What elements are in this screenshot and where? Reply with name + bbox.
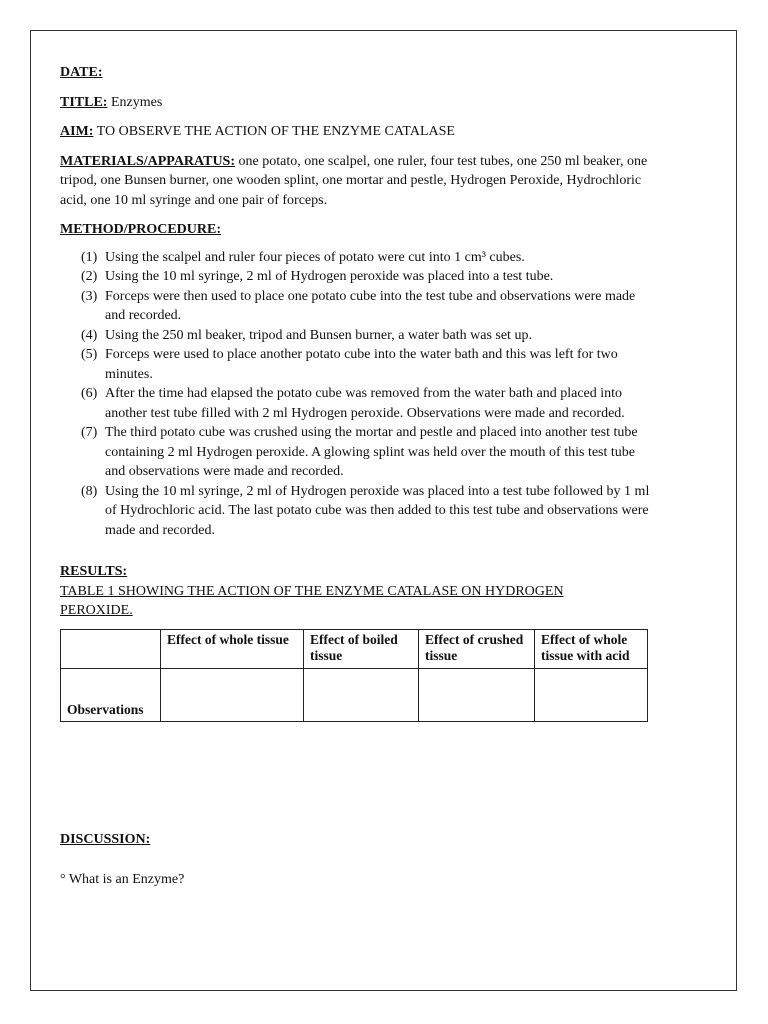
method-step — [60, 384, 650, 423]
step-number: (7) — [81, 425, 98, 440]
method-section — [60, 220, 650, 540]
table-caption: TABLE 1 SHOWING THE ACTION OF THE ENZYME CATALASE ON HYDROGEN PEROXIDE. — [60, 583, 564, 618]
step-number: (3) — [81, 288, 98, 304]
step-number: (1) — [81, 249, 98, 265]
step-number: (8) — [81, 483, 98, 499]
results-table — [60, 629, 648, 722]
results-section — [60, 562, 650, 722]
method-step — [60, 345, 650, 384]
method-step — [60, 287, 650, 326]
discussion-question: ° What is an Enzyme? — [60, 872, 185, 887]
step-text: The third potato cube was crushed using the mortar and pestle and placed into another test tube containing 2 ml Hydrogen peroxide. A glowing splint was held over the mouth of this test tube and observations were made and recorded. — [105, 425, 638, 479]
results-heading: RESULTS: — [60, 564, 128, 579]
lab-report-body — [60, 63, 650, 722]
materials-paragraph — [60, 152, 650, 211]
title-value: Enzymes — [107, 94, 163, 110]
step-text: Using the scalpel and ruler four pieces of potato were cut into 1 cm³ cubes. — [105, 249, 525, 265]
step-text: Forceps were then used to place one potato cube into the test tube and observations were made and recorded. — [105, 288, 636, 323]
title-line — [60, 93, 650, 113]
step-text: After the time had elapsed the potato cube was removed from the water bath and placed into another test tube filled with 2 ml Hydrogen peroxide. Observations were made and recorded. — [105, 386, 625, 421]
aim-line — [60, 122, 650, 142]
table-row — [61, 668, 648, 721]
column-header: Effect of whole tissue — [161, 629, 304, 668]
materials-heading: MATERIALS/APPARATUS: — [60, 153, 236, 169]
step-number: (6) — [81, 386, 98, 401]
column-header: Effect of whole tissue with acid — [535, 629, 648, 668]
aim-value: TO OBSERVE THE ACTION OF THE ENZYME CATALASE — [93, 124, 455, 139]
method-step — [60, 248, 650, 268]
table-cell — [419, 668, 535, 721]
step-number: (4) — [81, 327, 98, 343]
method-steps-list — [60, 248, 650, 541]
date-line — [60, 63, 650, 83]
method-heading: METHOD/PROCEDURE: — [60, 222, 221, 237]
title-heading: TITLE: — [60, 94, 108, 110]
step-number: (5) — [81, 347, 98, 362]
step-text: Using the 10 ml syringe, 2 ml of Hydrogen peroxide was placed into a test tube followed by 1 ml of Hydrochloric acid. The last potato cube was then added to this test tube and observations were made and recorded. — [105, 483, 650, 538]
date-heading: DATE: — [60, 65, 103, 80]
row-label: Observations — [61, 668, 161, 721]
discussion-heading: DISCUSSION: — [60, 832, 151, 847]
step-number: (2) — [81, 269, 98, 284]
table-cell — [161, 668, 304, 721]
step-text: Forceps were used to place another potato cube into the water bath and this was left for two minutes. — [105, 347, 618, 382]
table-cell — [304, 668, 419, 721]
table-header-row — [61, 629, 648, 668]
column-header: Effect of boiled tissue — [304, 629, 419, 668]
method-step — [60, 482, 650, 541]
column-header: Effect of crushed tissue — [419, 629, 535, 668]
table-cell — [535, 668, 648, 721]
step-text: Using the 10 ml syringe, 2 ml of Hydrogen peroxide was placed into a test tube. — [105, 269, 554, 284]
table-corner-cell — [61, 629, 161, 668]
method-step — [60, 423, 650, 482]
method-step — [60, 267, 650, 287]
aim-heading: AIM: — [60, 124, 94, 139]
method-step — [60, 326, 650, 346]
step-text: Using the 250 ml beaker, tripod and Bunsen burner, a water bath was set up. — [105, 327, 532, 343]
materials-value: one potato, one scalpel, one ruler, four test tubes, one 250 ml beaker, one tripod, one Bunsen burner, one wooden splint, one mortar and pestle, Hydrogen Peroxide, Hydrochloric acid, one 10 ml syringe and one pair of forceps. — [60, 153, 648, 208]
